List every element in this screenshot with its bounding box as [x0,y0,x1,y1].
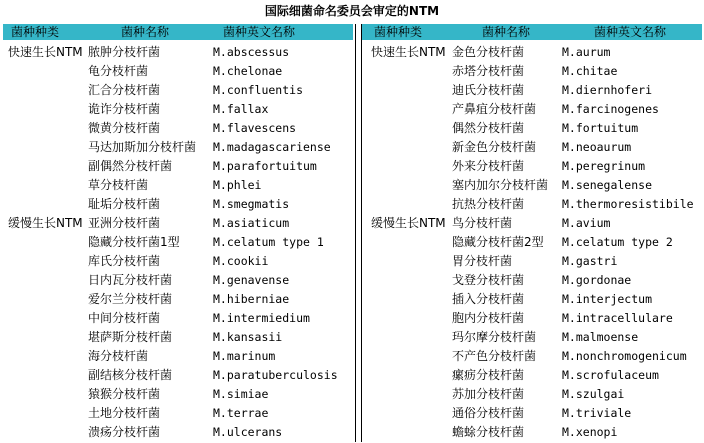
row-name-en: M.malmoense [562,330,639,344]
row-name-cn: 隐藏分枝杆菌1型 [88,235,180,249]
table-row [3,404,353,423]
row-name-en: M.fortuitum [562,121,639,135]
table-row [362,214,702,233]
header-group: 菌种种类 [374,25,423,39]
row-name-cn: 新金色分枝杆菌 [452,140,537,154]
header-name-en: 菌种英文名称 [594,25,667,39]
row-name-en: M.asiaticum [213,216,290,230]
table-row [362,385,702,404]
row-name-en: M.avium [562,216,611,230]
row-name-cn: 土地分枝杆菌 [88,406,161,420]
table-row [3,43,353,62]
table-row [362,271,702,290]
row-group: 缓慢生长NTM [371,216,446,230]
row-name-cn: 通俗分枝杆菌 [452,406,525,420]
row-name-en: M.nonchromogenicum [562,349,687,363]
row-name-cn: 草分枝杆菌 [88,178,149,192]
row-name-en: M.fallax [213,102,269,116]
row-name-en: M.celatum type 1 [213,235,324,249]
header-name-cn: 菌种名称 [482,25,531,39]
row-name-cn: 金色分枝杆菌 [452,45,525,59]
row-name-en: M.terrae [213,406,269,420]
row-name-en: M.diernhoferi [562,83,653,97]
left-table-header [3,24,353,40]
row-name-en: M.szulgai [562,387,625,401]
right-table-body [362,43,702,442]
table-row [3,328,353,347]
row-name-cn: 产鼻疽分枝杆菌 [452,102,537,116]
row-name-en: M.xenopi [562,425,618,439]
table-row [3,62,353,81]
table-row [362,176,702,195]
table-row [362,290,702,309]
row-name-en: M.marinum [213,349,276,363]
row-name-cn: 猿猴分枝杆菌 [88,387,161,401]
row-name-en: M.gastri [562,254,618,268]
row-name-cn: 脓肿分枝杆菌 [88,45,161,59]
row-name-cn: 汇合分枝杆菌 [88,83,161,97]
table-row [362,43,702,62]
row-name-cn: 副偶然分枝杆菌 [88,159,173,173]
row-name-cn: 溃疡分枝杆菌 [88,425,161,439]
table-row [362,328,702,347]
table-row [3,290,353,309]
row-name-en: M.intermiedium [213,311,310,325]
row-name-cn: 诡诈分枝杆菌 [88,102,161,116]
row-name-cn: 玛尔摩分枝杆菌 [452,330,537,344]
table-row [362,366,702,385]
row-name-cn: 隐藏分枝杆菌2型 [452,235,544,249]
table-row [3,176,353,195]
table-row [362,309,702,328]
row-name-en: M.simiae [213,387,269,401]
table-row [3,271,353,290]
row-name-cn: 胞内分枝杆菌 [452,311,525,325]
right-table [361,24,702,442]
table-row [3,81,353,100]
row-group: 快速生长NTM [8,45,83,59]
page-title: 国际细菌命名委员会审定的NTM [264,4,440,18]
row-name-en: M.triviale [562,406,632,420]
row-name-en: M.chelonae [213,64,283,78]
row-name-cn: 赤塔分枝杆菌 [452,64,525,78]
row-name-en: M.neoaurum [562,140,632,154]
row-name-cn: 外来分枝杆菌 [452,159,525,173]
table-row [362,252,702,271]
table-row [3,100,353,119]
row-name-en: M.paratuberculosis [213,368,338,382]
row-name-en: M.abscessus [213,45,290,59]
row-name-en: M.gordonae [562,273,632,287]
row-name-cn: 偶然分枝杆菌 [452,121,525,135]
row-name-en: M.intracellulare [562,311,673,325]
table-row [3,252,353,271]
row-name-cn: 龟分枝杆菌 [88,64,149,78]
row-name-en: M.peregrinum [562,159,646,173]
row-name-cn: 抗热分枝杆菌 [452,197,525,211]
table-row [3,157,353,176]
header-name-en: 菌种英文名称 [223,25,296,39]
row-name-cn: 塞内加尔分枝杆菌 [452,178,549,192]
table-row [3,119,353,138]
row-name-en: M.celatum type 2 [562,235,673,249]
row-name-cn: 堪萨斯分枝杆菌 [88,330,173,344]
row-name-cn: 微黄分枝杆菌 [88,121,161,135]
table-row [362,81,702,100]
table-row [3,423,353,442]
header-group: 菌种种类 [11,25,60,39]
row-name-cn: 鸟分枝杆菌 [452,216,513,230]
table-row [3,385,353,404]
row-name-en: M.interjectum [562,292,653,306]
row-name-en: M.phlei [213,178,262,192]
row-name-en: M.ulcerans [213,425,283,439]
row-name-cn: 中间分枝杆菌 [88,311,161,325]
table-row [3,214,353,233]
row-name-en: M.thermoresistibile [562,197,694,211]
row-name-en: M.flavescens [213,121,297,135]
row-name-cn: 亚洲分枝杆菌 [88,216,161,230]
row-name-en: M.smegmatis [213,197,290,211]
row-name-en: M.senegalense [562,178,653,192]
table-row [362,195,702,214]
row-name-cn: 迪氏分枝杆菌 [452,83,525,97]
row-name-en: M.scrofulaceum [562,368,659,382]
row-name-cn: 日内瓦分枝杆菌 [88,273,173,287]
row-name-cn: 海分枝杆菌 [88,349,149,363]
row-name-cn: 胃分枝杆菌 [452,254,513,268]
table-row [362,157,702,176]
row-name-cn: 瘰疬分枝杆菌 [452,368,525,382]
table-row [362,423,702,442]
row-name-en: M.genavense [213,273,290,287]
row-name-en: M.confluentis [213,83,304,97]
row-name-en: M.parafortuitum [213,159,317,173]
column-divider [355,24,356,442]
table-row [3,233,353,252]
row-name-cn: 戈登分枝杆菌 [452,273,525,287]
table-row [362,404,702,423]
left-table-body [3,43,353,442]
row-name-cn: 耻垢分枝杆菌 [88,197,161,211]
row-name-cn: 不产色分枝杆菌 [452,349,537,363]
row-name-cn: 插入分枝杆菌 [452,292,525,306]
row-name-cn: 爱尔兰分枝杆菌 [88,292,173,306]
row-name-en: M.cookii [213,254,269,268]
table-row [362,119,702,138]
table-row [3,309,353,328]
header-name-cn: 菌种名称 [121,25,170,39]
table-row [362,100,702,119]
row-name-en: M.madagascariense [213,140,331,154]
table-row [3,138,353,157]
table-row [362,347,702,366]
row-name-cn: 库氏分枝杆菌 [88,254,161,268]
table-row [362,233,702,252]
row-name-cn: 蟾蜍分枝杆菌 [452,425,525,439]
table-row [362,138,702,157]
row-name-cn: 副结核分枝杆菌 [88,368,173,382]
table-row [3,366,353,385]
right-table-header [362,24,702,40]
row-name-en: M.farcinogenes [562,102,659,116]
row-name-cn: 苏加分枝杆菌 [452,387,525,401]
table-row [3,195,353,214]
row-name-en: M.hiberniae [213,292,290,306]
table-row [3,347,353,366]
row-group: 快速生长NTM [371,45,446,59]
row-name-en: M.chitae [562,64,618,78]
row-name-cn: 马达加斯加分枝杆菌 [88,140,197,154]
row-name-en: M.kansasii [213,330,283,344]
row-name-en: M.aurum [562,45,611,59]
left-table [3,24,353,442]
table-row [362,62,702,81]
row-group: 缓慢生长NTM [8,216,83,230]
